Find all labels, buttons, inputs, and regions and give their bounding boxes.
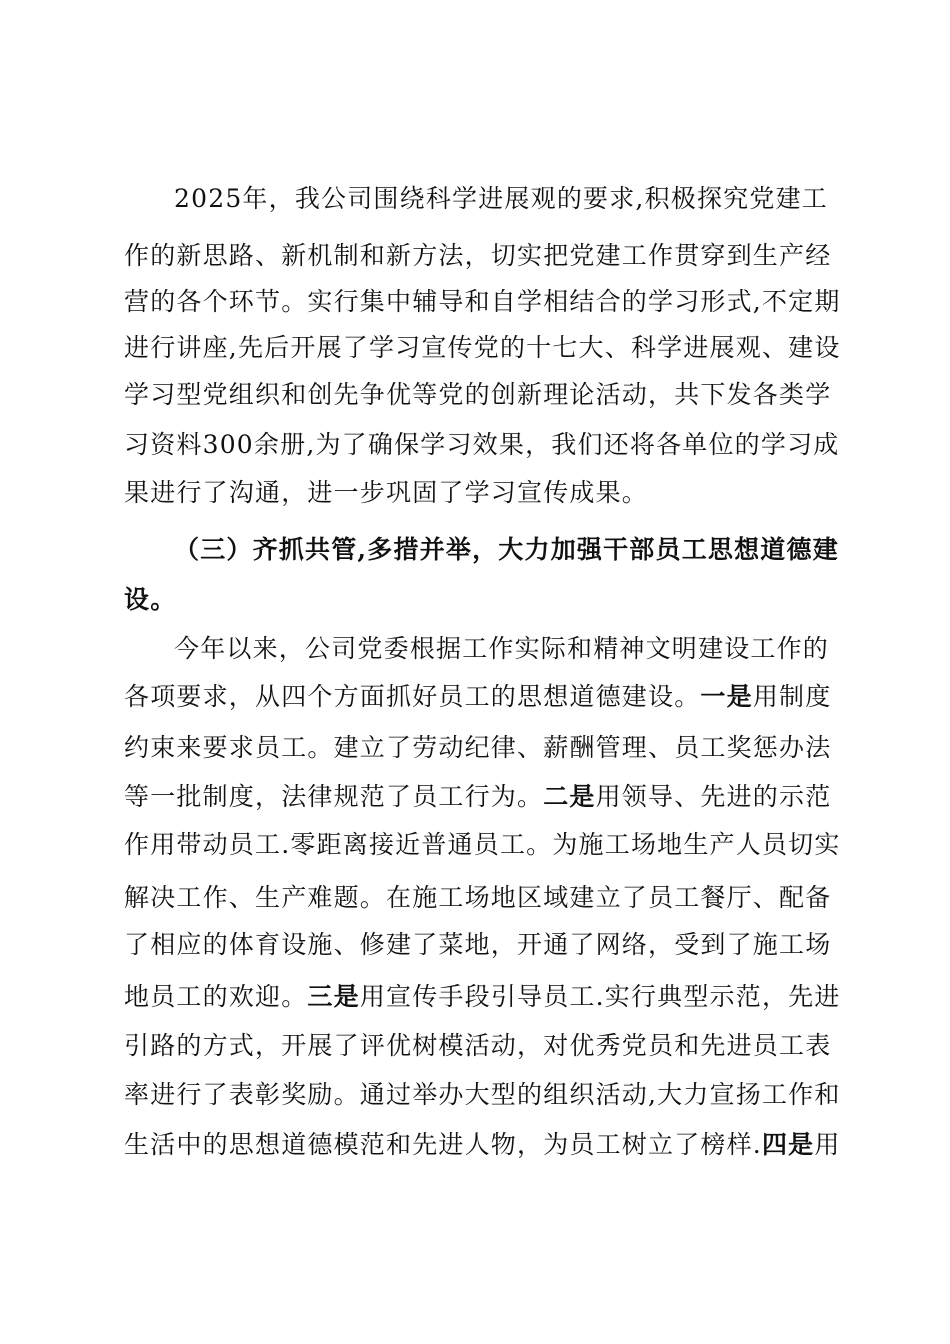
paragraph2-line-3: 约束来要求员工。建立了劳动纪律、薪酬管理、员工奖惩办法 bbox=[124, 733, 832, 762]
point-four-label: 四是 bbox=[761, 1130, 815, 1159]
paragraph2-line-7: 了相应的体育设施、修建了菜地，开通了网络，受到了施工场 bbox=[124, 930, 832, 959]
point-three-label: 三是 bbox=[307, 982, 360, 1011]
paragraph2-line-5: 作用带动员工.零距离接近普通员工。为施工场地生产人员切实 bbox=[124, 830, 841, 859]
point-one-label: 一是 bbox=[700, 682, 753, 711]
paragraph1-line-2: 作的新思路、新机制和新方法，切实把党建工作贯穿到生产经 bbox=[124, 241, 832, 270]
paragraph1-line-3: 营的各个环节。实行集中辅导和自学相结合的学习形式,不定期 bbox=[124, 287, 841, 316]
paragraph2-line-4: 等一批制度，法律规范了员工行为。二是用领导、先进的示范 bbox=[124, 782, 832, 811]
paragraph2-line-10: 率进行了表彰奖励。通过举办大型的组织活动,大力宣扬工作和 bbox=[124, 1080, 841, 1109]
paragraph2-line-2: 各项要求，从四个方面抓好员工的思想道德建设。一是用制度 bbox=[124, 682, 832, 711]
paragraph2-line-8: 地员工的欢迎。三是用宣传手段引导员工.实行典型示范，先进 bbox=[124, 982, 841, 1011]
paragraph2-line-9: 引路的方式，开展了评优树模活动，对优秀党员和先进员工表 bbox=[124, 1031, 832, 1060]
section-heading-line-2: 设。 bbox=[124, 585, 177, 614]
paragraph1-line-4: 进行讲座,先后开展了学习宣传党的十七大、科学进展观、建设 bbox=[124, 333, 841, 362]
paragraph1-line-5: 学习型党组织和创先争优等党的创新理论活动，共下发各类学 bbox=[124, 380, 832, 409]
point-two-label: 二是 bbox=[543, 782, 596, 811]
paragraph2-line-6: 解决工作、生产难题。在施工场地区域建立了员工餐厅、配备 bbox=[124, 883, 832, 912]
paragraph2-line-1: 今年以来，公司党委根据工作实际和精神文明建设工作的 bbox=[174, 634, 830, 663]
paragraph1-line-6: 习资料300余册,为了确保学习效果，我们还将各单位的学习成 bbox=[124, 430, 840, 459]
paragraph2-line-11: 生活中的思想道德模范和先进人物，为员工树立了榜样.四是用 bbox=[124, 1130, 841, 1159]
paragraph1-line-7: 果进行了沟通，进一步巩固了学习宣传成果。 bbox=[124, 478, 649, 507]
section-heading-line-1: （三）齐抓共管,多措并举，大力加强干部员工思想道德建 bbox=[174, 535, 839, 564]
paragraph1-line-1: 2025年，我公司围绕科学进展观的要求,积极探究党建工 bbox=[174, 184, 828, 213]
